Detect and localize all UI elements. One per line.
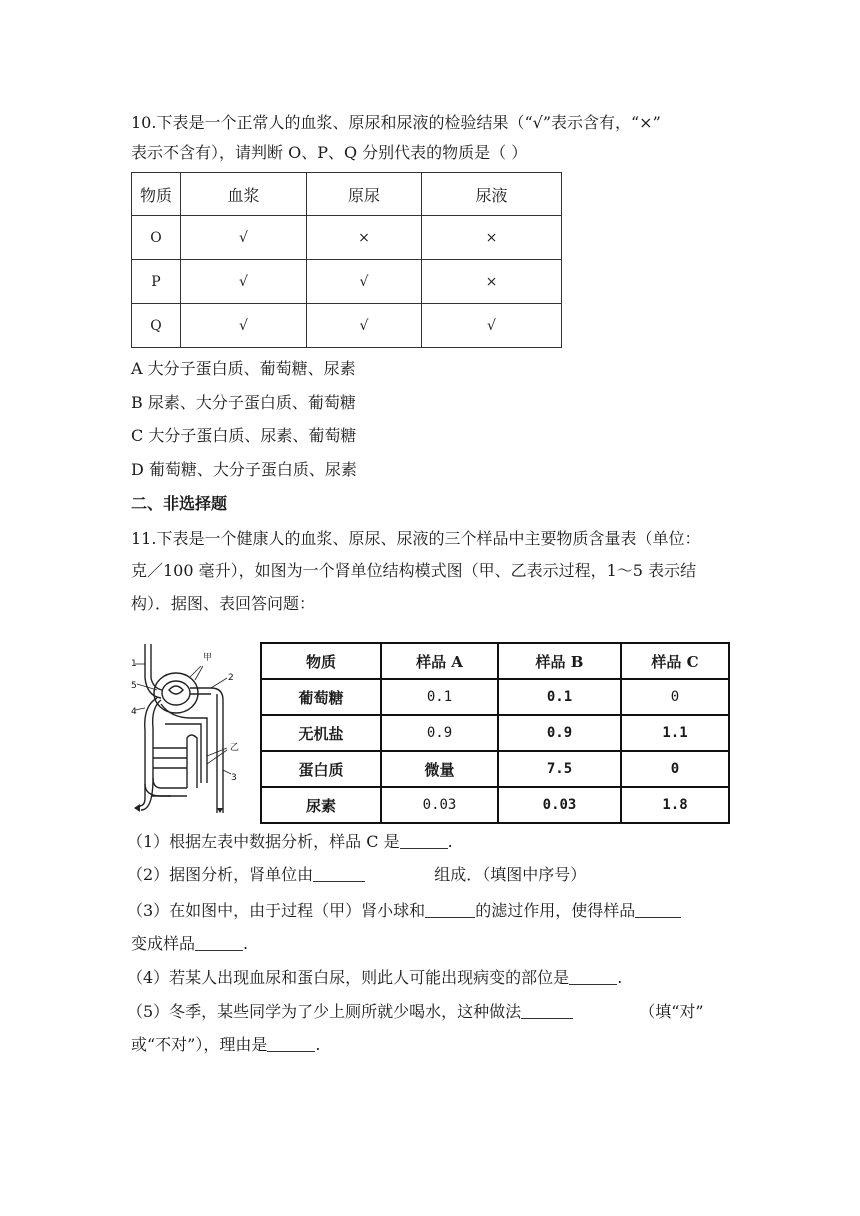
sub2-mid: 组成．（填图中序号）: [434, 865, 587, 884]
option-a: A 大分子蛋白质、葡萄糖、尿素: [131, 359, 356, 378]
table-cell: 0.03: [498, 787, 621, 823]
option-d: D 葡萄糖、大分子蛋白质、尿素: [131, 460, 357, 479]
sub1-end: .: [447, 832, 453, 851]
table-row: [132, 216, 562, 260]
table-cell: 7.5: [498, 751, 621, 787]
table-header: 样品 C: [621, 643, 729, 679]
table-row: [132, 304, 562, 348]
answer-blank[interactable]: [400, 832, 448, 849]
table-cell: 微量: [381, 751, 498, 787]
table-row: [132, 260, 562, 304]
table-row: [261, 715, 729, 751]
table-header-row: [261, 643, 729, 679]
option-c: C 大分子蛋白质、尿素、葡萄糖: [131, 426, 357, 445]
table-cell: √: [307, 260, 422, 304]
sub-question-5-cont: [131, 1034, 320, 1056]
sub-question-4: [127, 967, 622, 989]
table-cell: √: [181, 260, 307, 304]
sub-question-3: [127, 900, 681, 922]
q10-line1: 10.下表是一个正常人的血浆、原尿和尿液的检验结果（“√”表示含有，“×”: [131, 113, 661, 132]
sub-question-2: [127, 864, 586, 886]
table-cell: √: [181, 216, 307, 260]
answer-blank[interactable]: [195, 934, 243, 951]
table-header-row: [132, 173, 562, 216]
label-1: 1: [131, 659, 137, 669]
table-header: 样品 B: [498, 643, 621, 679]
sub5-c: 或“不对”），理由是: [131, 1035, 268, 1054]
sub5-end: .: [315, 1035, 321, 1054]
table-header: 原尿: [307, 173, 422, 216]
table-header: 物质: [261, 643, 381, 679]
table-header: 物质: [132, 173, 181, 216]
sub3-end: .: [243, 934, 249, 953]
answer-blank[interactable]: [267, 1035, 315, 1052]
table-cell: 1.1: [621, 715, 729, 751]
sub3-b: 的滤过作用，使得样品: [475, 901, 636, 920]
table-cell: 蛋白质: [261, 751, 381, 787]
sub4-end: .: [617, 968, 623, 987]
sub4-text: （4）若某人出现血尿和蛋白尿，则此人可能出现病变的部位是: [127, 968, 570, 987]
table-cell: 0.1: [381, 679, 498, 715]
label-yi: 乙: [230, 743, 240, 753]
table-row: [261, 787, 729, 823]
table-cell: √: [181, 304, 307, 348]
sub-question-3-cont: [131, 933, 248, 955]
table-header: 尿液: [422, 173, 562, 216]
table-cell: ×: [422, 260, 562, 304]
sub-question-5: [127, 1001, 704, 1023]
option-b: B 尿素、大分子蛋白质、葡萄糖: [131, 393, 356, 412]
table-cell: O: [132, 216, 181, 260]
section-title: 二、非选择题: [131, 494, 228, 513]
table-cell: P: [132, 260, 181, 304]
table-header: 样品 A: [381, 643, 498, 679]
q11-line1: 11.下表是一个健康人的血浆、原尿、尿液的三个样品中主要物质含量表（单位：: [131, 529, 701, 548]
q10-table: [131, 172, 562, 348]
sub5-a: （5）冬季，某些同学为了少上厕所就少喝水，这种做法: [127, 1002, 522, 1021]
table-cell: √: [422, 304, 562, 348]
table-cell: Q: [132, 304, 181, 348]
sub3-a: （3）在如图中，由于过程（甲）肾小球和: [127, 901, 426, 920]
table-cell: 1.8: [621, 787, 729, 823]
sub2-text: （2）据图分析，肾单位由: [127, 865, 314, 884]
table-cell: 无机盐: [261, 715, 381, 751]
answer-blank[interactable]: [425, 901, 475, 918]
table-cell: ×: [307, 216, 422, 260]
table-cell: 0: [621, 679, 729, 715]
sub1-text: （1）根据左表中数据分析，样品 C 是: [127, 832, 400, 851]
label-5: 5: [131, 681, 137, 691]
table-cell: 尿素: [261, 787, 381, 823]
q10-line2: 表示不含有），请判断 O、P、Q 分别代表的物质是（ ）: [131, 143, 528, 162]
table-cell: 0.1: [498, 679, 621, 715]
sub3-c: 变成样品: [131, 934, 196, 953]
answer-blank[interactable]: [569, 968, 617, 985]
table-row: [261, 679, 729, 715]
answer-blank[interactable]: [313, 865, 365, 882]
label-jia: 甲: [203, 653, 213, 663]
answer-blank[interactable]: [635, 901, 681, 918]
q11-line2: 克／100 毫升），如图为一个肾单位结构模式图（甲、乙表示过程，1～5 表示结: [131, 561, 697, 580]
label-4: 4: [131, 707, 137, 717]
table-cell: 葡萄糖: [261, 679, 381, 715]
table-cell: 0.9: [381, 715, 498, 751]
table-cell: 0.03: [381, 787, 498, 823]
sub-question-1: [127, 831, 453, 853]
table-cell: ×: [422, 216, 562, 260]
table-cell: 0: [621, 751, 729, 787]
table-header: 血浆: [181, 173, 307, 216]
label-2: 2: [228, 673, 234, 683]
table-row: [261, 751, 729, 787]
label-3: 3: [231, 773, 237, 783]
table-cell: √: [307, 304, 422, 348]
sub5-b: （填“对”: [639, 1002, 704, 1021]
nephron-diagram: [131, 638, 246, 818]
answer-blank[interactable]: [521, 1002, 573, 1019]
q11-table: [260, 642, 730, 824]
table-cell: 0.9: [498, 715, 621, 751]
q11-line3: 构）．据图、表回答问题：: [131, 594, 316, 613]
